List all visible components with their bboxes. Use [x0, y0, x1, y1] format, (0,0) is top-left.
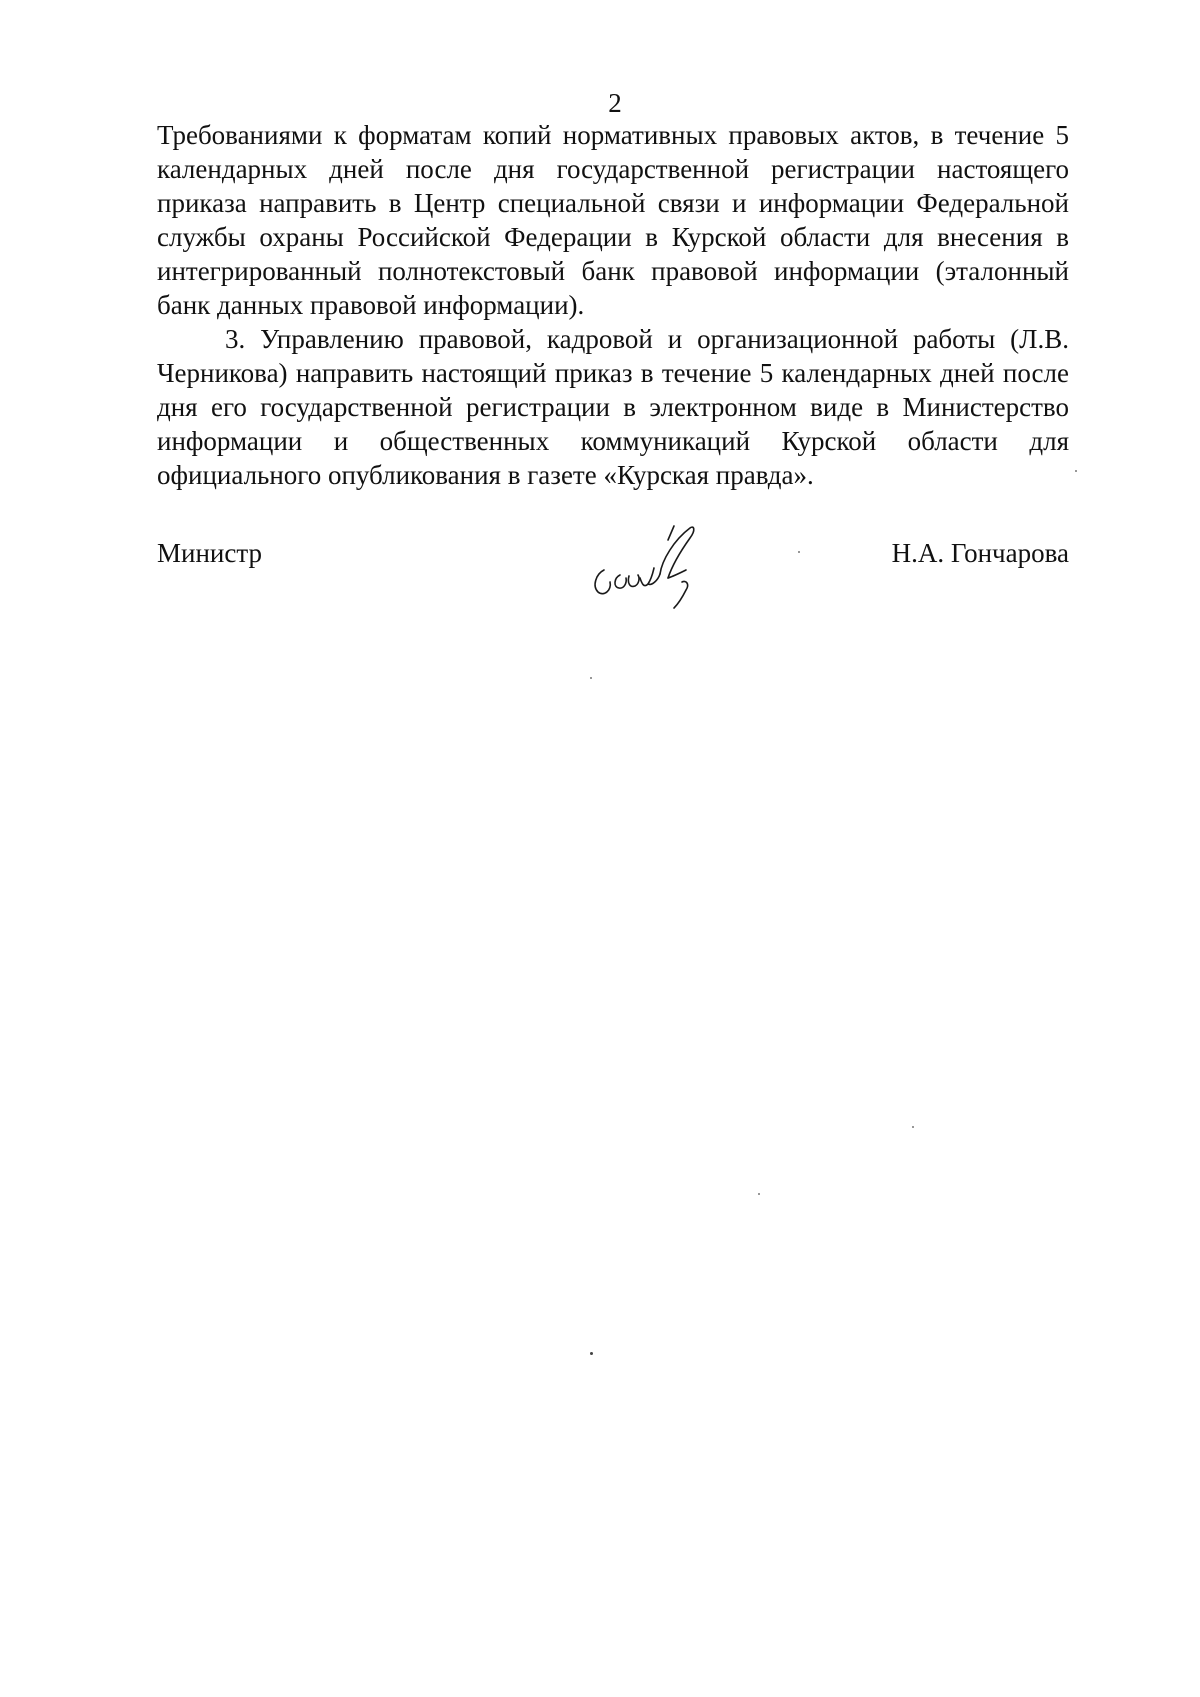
signatory-title: Министр: [157, 538, 262, 568]
scan-speck: [758, 1193, 760, 1195]
signature-block: [157, 536, 1069, 606]
scan-speck: [590, 677, 592, 679]
scan-speck: [1075, 470, 1077, 472]
signatory-name: Н.А. Гончарова: [891, 538, 1069, 568]
scan-speck: [798, 551, 800, 553]
handwritten-signature: [582, 520, 732, 615]
document-body: [157, 118, 1069, 492]
paragraph-item-3: 3. Управлению правовой, кадровой и организационной работы (Л.В. Черникова) направить настоящий приказ в течение 5 календарных дней после дня его государственной регистрации в электронном виде в Министерство информации и общественных коммуникаций Курской области для официального опубликования в газете «Курская правда».: [157, 324, 1069, 490]
scan-speck: [590, 1352, 593, 1355]
paragraph-continuation: Требованиями к форматам копий нормативных правовых актов, в течение 5 календарных дней после дня государственной регистрации настоящего приказа направить в Центр специальной связи и информации Федеральной службы охраны Российской Федерации в Курской области для внесения в интегрированный полнотекстовый банк правовой информации (эталонный банк данных правовой информации).: [157, 120, 1069, 320]
scan-speck: [912, 1126, 914, 1128]
page-number: 2: [608, 88, 622, 118]
